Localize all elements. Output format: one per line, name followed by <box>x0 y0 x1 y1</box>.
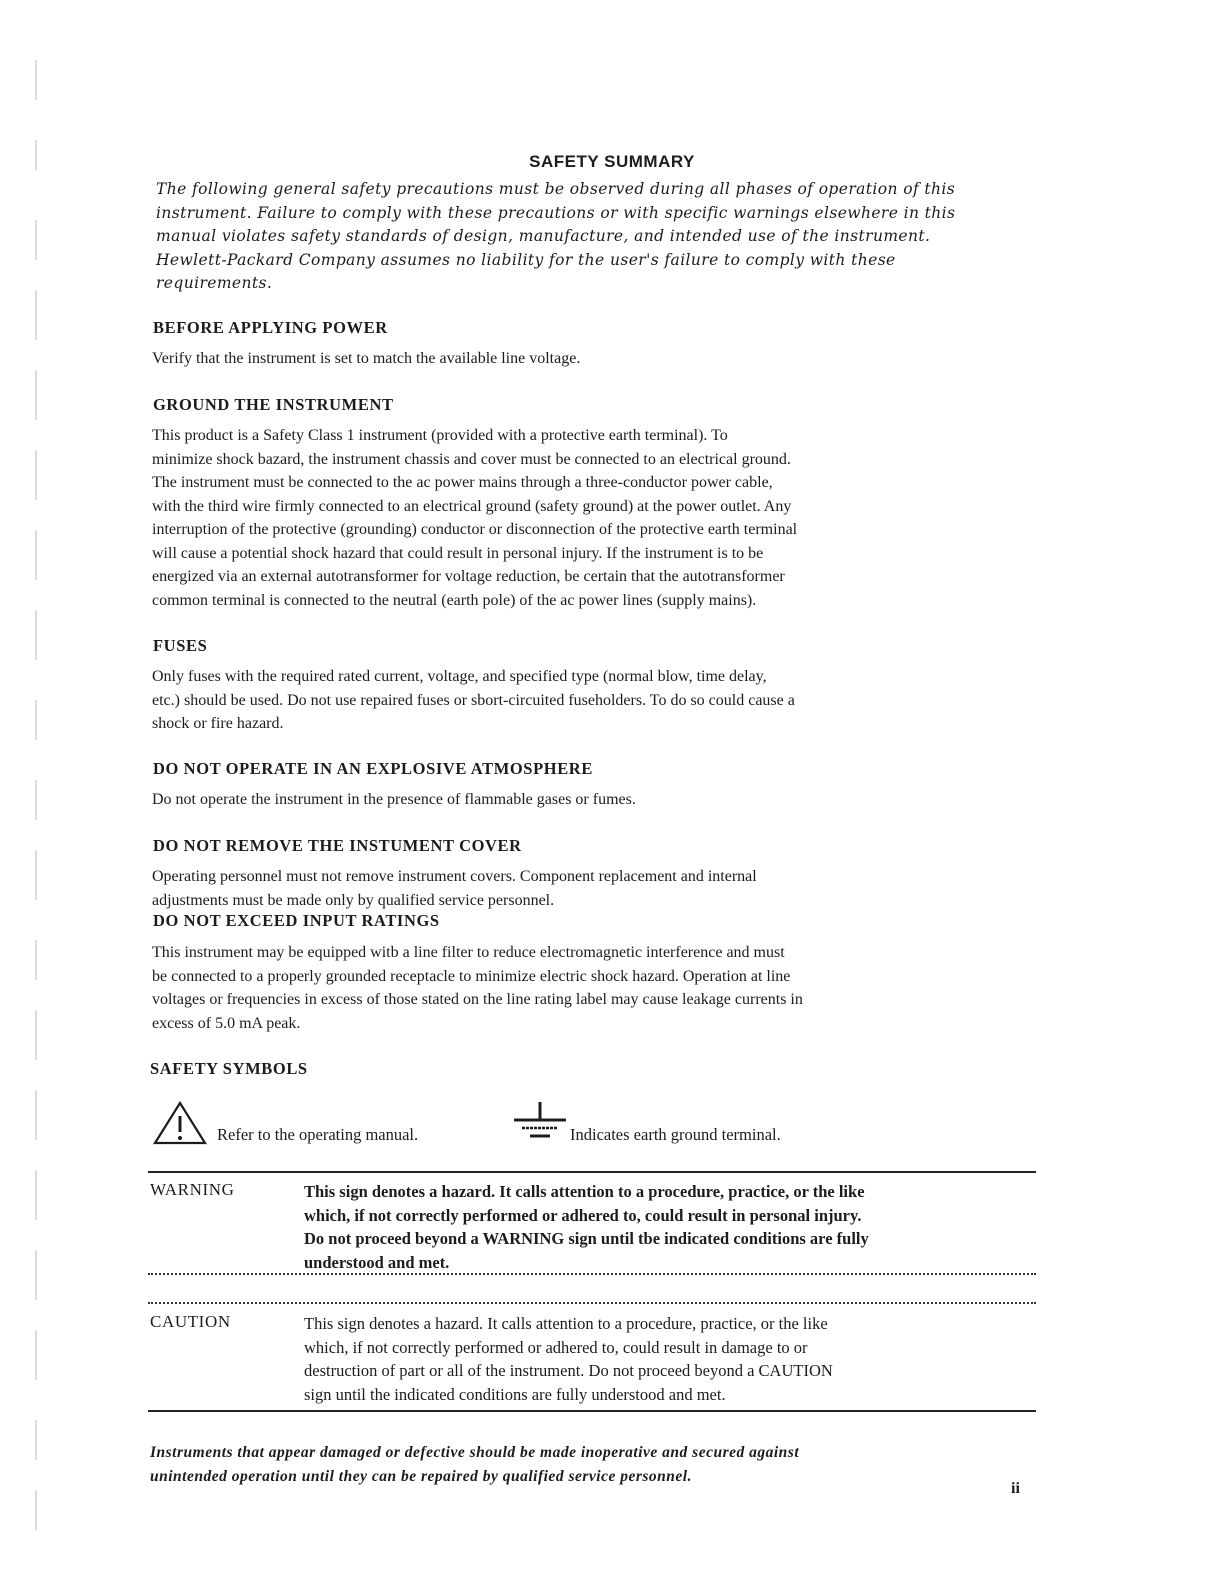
text-line: adjustments must be made only by qualified service personnel. <box>152 891 555 909</box>
text-line: will cause a potential shock hazard that could result in personal injury. If the instrument is to be <box>152 544 764 562</box>
text-line: Do not proceed beyond a WARNING sign until tbe indicated conditions are fully <box>304 1229 869 1248</box>
text-line: The instrument must be connected to the ac power mains through a three-conductor power cable, <box>152 474 773 491</box>
text-line: common terminal is connected to the neutral (earth pole) of the ac power lines (supply mains). <box>152 591 757 609</box>
earth-ground-icon <box>510 1100 570 1146</box>
section-heading-safety-symbols: SAFETY SYMBOLS <box>150 1059 308 1078</box>
safety-symbols-row <box>150 1100 1030 1150</box>
section-text-remove-cover <box>152 865 1032 912</box>
text-line: This sign denotes a hazard. It calls attention to a procedure, practice, or the like <box>304 1314 828 1333</box>
warning-label: WARNING <box>150 1180 235 1199</box>
text-line: shock or fire hazard. <box>152 715 284 732</box>
text-line: voltages or frequencies in excess of those stated on the line rating label may cause leakage currents in <box>152 991 803 1008</box>
text-line: which, if not correctly performed or adhered to, could result in personal injury. <box>304 1205 862 1225</box>
section-heading-before-applying-power: BEFORE APPLYING POWER <box>153 318 388 337</box>
ground-symbol-description: Indicates earth ground terminal. <box>570 1125 781 1144</box>
footer-line: Instruments that appear damaged or defective should be made inoperative and secured against <box>150 1444 800 1461</box>
intro-line: The following general safety precautions must be observed during all phases of operation of this <box>156 180 956 198</box>
intro-line: requirements. <box>156 274 273 292</box>
intro-line: Hewlett-Packard Company assumes no liability for the user's failure to comply with these <box>156 250 896 269</box>
text-line: This sign denotes a hazard. It calls attention to a procedure, practice, or the like <box>304 1182 865 1201</box>
text-line: This product is a Safety Class 1 instrument (provided with a protective earth terminal). To <box>152 427 728 444</box>
section-heading-explosive-atmosphere: DO NOT OPERATE IN AN EXPLOSIVE ATMOSPHERE <box>153 759 593 778</box>
section-heading-input-ratings: DO NOT EXCEED INPUT RATINGS <box>153 911 440 930</box>
text-line: Do not operate the instrument in the presence of flammable gases or fumes. <box>152 791 636 808</box>
caution-text <box>304 1312 1034 1406</box>
section-heading-remove-cover: DO NOT REMOVE THE INSTUMENT COVER <box>153 836 522 855</box>
scan-margin-marks <box>30 40 42 1540</box>
section-heading-ground-the-instrument: GROUND THE INSTRUMENT <box>153 395 394 414</box>
section-text-before-applying-power <box>152 347 1032 371</box>
footer-line: unintended operation until they can be repaired by qualified service personnel. <box>150 1467 692 1485</box>
warning-text <box>304 1180 1034 1274</box>
text-line: understood and met. <box>304 1252 450 1272</box>
text-line: Operating personnel must not remove instrument covers. Component replacement and internal <box>152 868 757 885</box>
warning-triangle-icon <box>152 1100 208 1146</box>
text-line: interruption of the protective (grounding) conductor or disconnection of the protective earth terminal <box>152 521 798 538</box>
caution-label: CAUTION <box>150 1312 231 1331</box>
caution-box-top-rule <box>148 1302 1036 1304</box>
footer-note <box>150 1441 1010 1488</box>
warning-box-top-rule <box>148 1171 1036 1173</box>
text-line: with the third wire firmly connected to an electrical ground (safety ground) at the power outlet. Any <box>152 497 792 515</box>
caution-box-bottom-rule <box>148 1410 1036 1412</box>
text-line: be connected to a properly grounded receptacle to minimize electric shock hazard. Operation at line <box>152 967 791 985</box>
section-text-ground-the-instrument <box>152 424 1032 612</box>
text-line: Only fuses with the required rated current, voltage, and specified type (normal blow, time delay, <box>152 668 767 685</box>
section-text-input-ratings <box>152 941 1032 1035</box>
section-text-explosive-atmosphere <box>152 788 1032 812</box>
page-title: SAFETY SUMMARY <box>529 152 695 171</box>
intro-line: instrument. Failure to comply with these precautions or with specific warnings elsewhere in this <box>156 203 956 222</box>
section-text-fuses <box>152 665 1032 736</box>
text-line: This instrument may be equipped witb a line filter to reduce electromagnetic interference and must <box>152 944 785 961</box>
warning-box-bottom-rule <box>148 1273 1036 1275</box>
text-line: sign until the indicated conditions are fully understood and met. <box>304 1384 726 1404</box>
text-line: which, if not correctly performed or adhered to, could result in damage to or <box>304 1337 808 1357</box>
text-line: excess of 5.0 mA peak. <box>152 1014 301 1032</box>
text-line: destruction of part or all of the instrument. Do not proceed beyond a CAUTION <box>304 1361 833 1380</box>
text-line: etc.) should be used. Do not use repaired fuses or sbort-circuited fuseholders. To do so could cause a <box>152 691 795 709</box>
text-line: Verify that the instrument is set to match the available line voltage. <box>152 350 581 367</box>
section-heading-fuses: FUSES <box>153 636 208 655</box>
page-number: ii <box>1011 1480 1020 1497</box>
warning-symbol-description: Refer to the operating manual. <box>217 1125 419 1144</box>
intro-paragraph <box>156 178 1026 296</box>
text-line: minimize shock bazard, the instrument chassis and cover must be connected to an electrical ground. <box>152 450 791 468</box>
intro-line: manual violates safety standards of design, manufacture, and intended use of the instrument. <box>156 227 931 245</box>
text-line: energized via an external autotransformer for voltage reduction, be certain that the autotransformer <box>152 568 785 585</box>
